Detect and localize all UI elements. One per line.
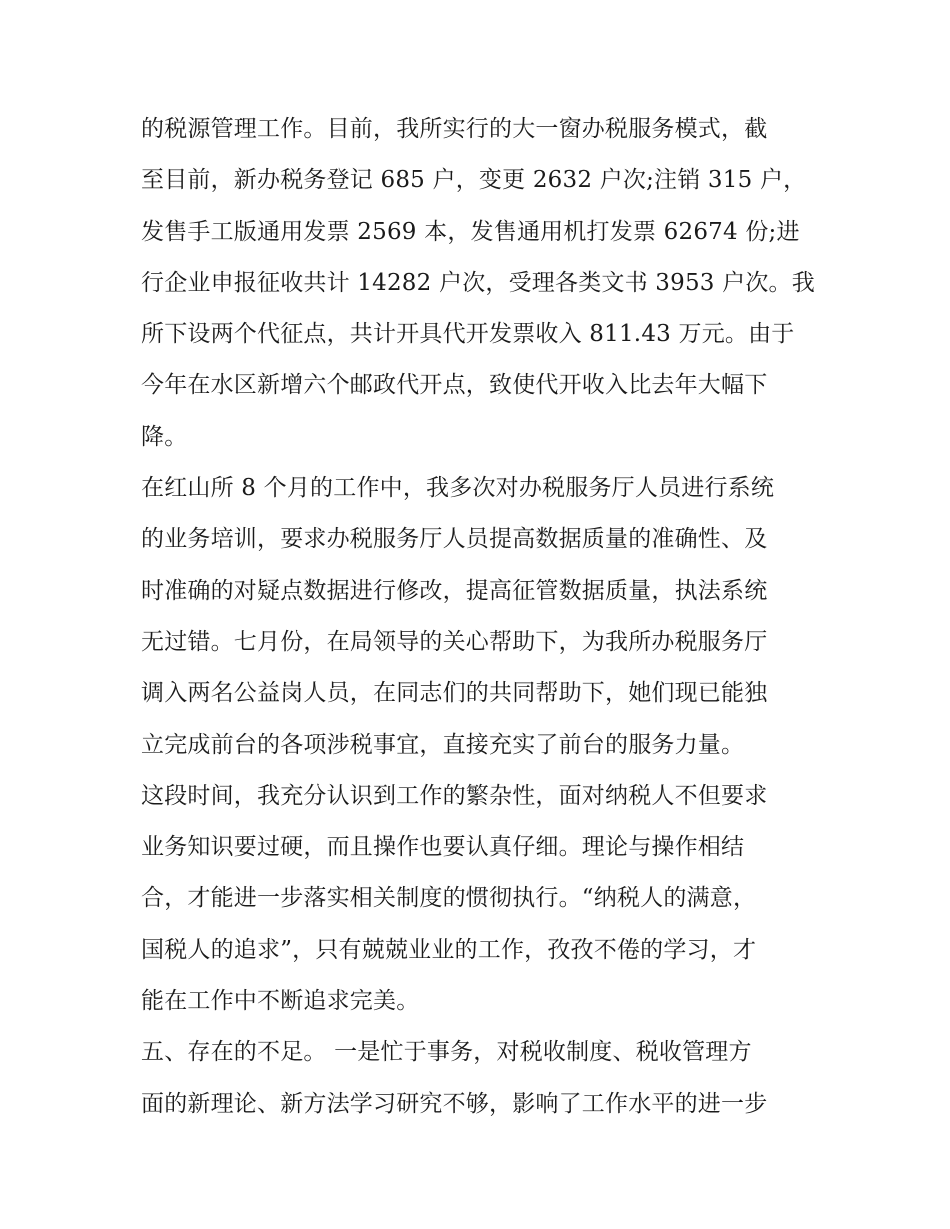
text-line: 在红山所 8 个月的工作中，我多次对办税服务厅人员进行系统 bbox=[141, 475, 775, 502]
text-line: 调入两名公益岗人员，在同志们的共同帮助下，她们现已能独 bbox=[141, 680, 768, 707]
text-line: 无过错。七月份，在局领导的关心帮助下，为我所办税服务厅 bbox=[141, 628, 768, 655]
text-line: 五、存在的不足。 一是忙于事务，对税收制度、税收管理方 bbox=[141, 1039, 752, 1066]
text-line: 国税人的追求”，只有兢兢业业的工作，孜孜不倦的学习，才 bbox=[141, 936, 757, 963]
text-line: 所下设两个代征点，共计开具代开发票收入 811.43 万元。由于 bbox=[141, 321, 795, 348]
text-line: 时准确的对疑点数据进行修改，提高征管数据质量，执法系统 bbox=[141, 577, 768, 604]
text-line: 的税源管理工作。目前，我所实行的大一窗办税服务模式，截 bbox=[141, 116, 768, 142]
text-line: 能在工作中不断追求完美。 bbox=[141, 988, 420, 1015]
text-line: 的业务培训，要求办税服务厅人员提高数据质量的准确性、及 bbox=[141, 526, 768, 553]
text-line: 合，才能进一步落实相关制度的惯彻执行。“纳税人的满意， bbox=[141, 885, 757, 912]
text-line: 发售手工版通用发票 2569 本，发售通用机打发票 62674 份;进 bbox=[141, 218, 800, 245]
text-line: 业务知识要过硬，而且操作也要认真仔细。理论与操作相结 bbox=[141, 834, 745, 861]
text-line: 降。 bbox=[141, 423, 188, 450]
text-line: 至目前，新办税务登记 685 户，变更 2632 户次;注销 315 户， bbox=[141, 167, 807, 194]
text-line: 行企业申报征收共计 14282 户次，受理各类文书 3953 户次。我 bbox=[141, 269, 815, 296]
text-line: 这段时间，我充分认识到工作的繁杂性，面对纳税人不但要求 bbox=[141, 782, 768, 809]
text-line: 面的新理论、新方法学习研究不够，影响了工作水平的进一步 bbox=[141, 1090, 768, 1117]
body-text bbox=[141, 104, 816, 1130]
text-line: 今年在水区新增六个邮政代开点，致使代开收入比去年大幅下 bbox=[141, 372, 768, 399]
text-line: 立完成前台的各项涉税事宜，直接充实了前台的服务力量。 bbox=[141, 731, 745, 758]
